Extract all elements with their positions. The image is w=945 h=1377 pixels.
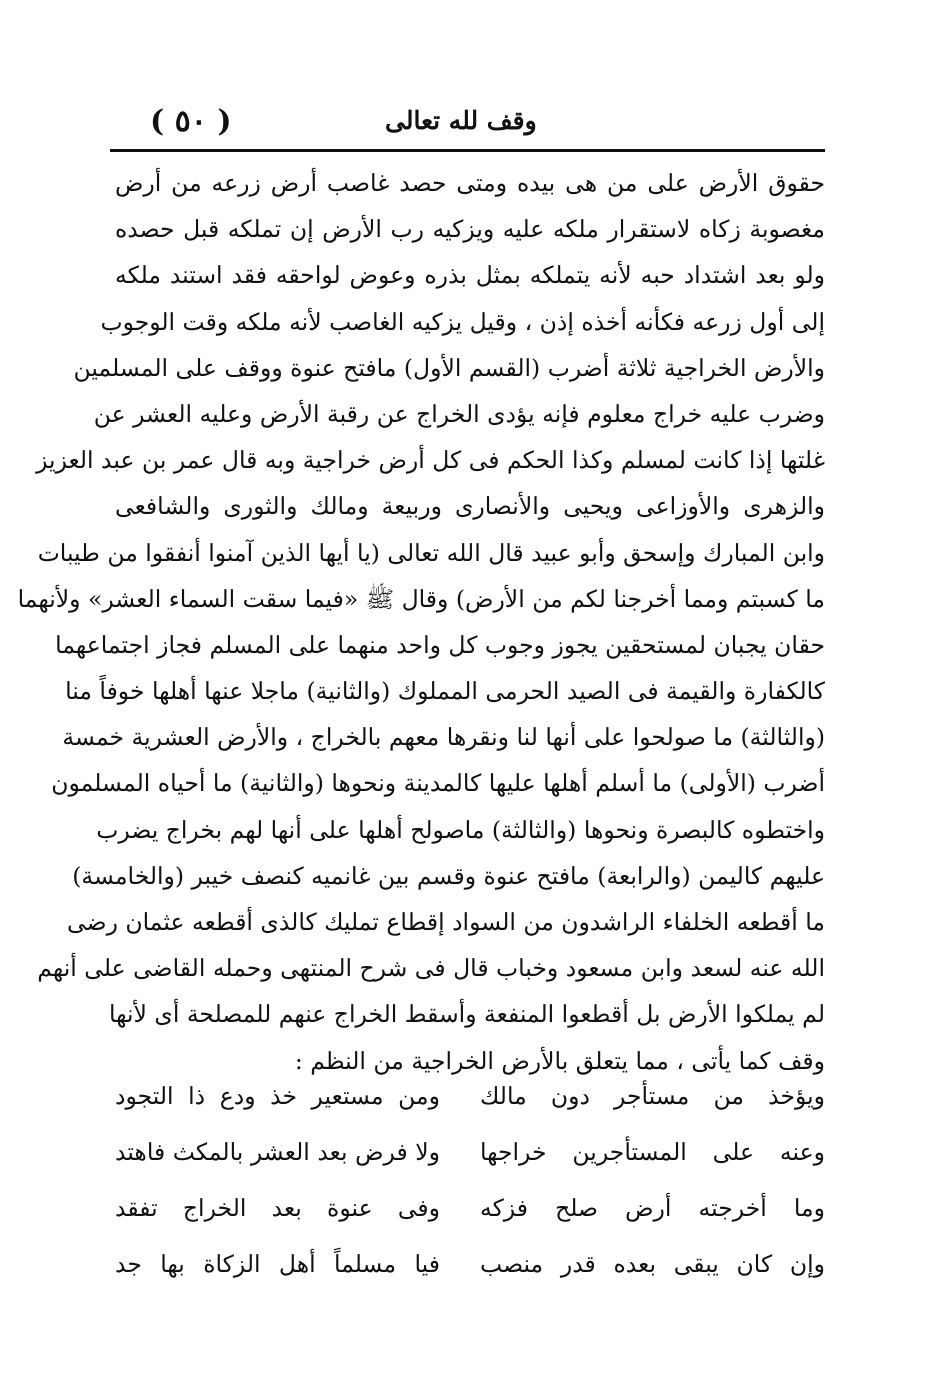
verse-line [115,1124,825,1180]
poem [115,1068,825,1292]
text-line: إلى أول زرعه فكأنه أخذه إذن ، وقيل يزكيه الغاصب لأنه ملكه وقت الوجوب [100,307,825,336]
text-line: لم يملكوا الأرض بل أقطعوا المنفعة وأسقط الخراج عنهم للمصلحة أى لأنها [109,1000,825,1029]
page-header [110,92,825,144]
text-line: والأرض الخراجية ثلاثة أضرب (القسم الأول) مافتح عنوة ووقف على المسلمين [73,353,825,382]
first-hemistich: وما أخرجته أرض صلح فزكه [480,1194,825,1222]
text-line: الله عنه لسعد وابن مسعود وخباب قال فى شرح المنتهى وحمله القاضى على أنهم [37,954,825,983]
text-line: حقوق الأرض على من هى بيده ومتى حصد غاصب أرض زرعه من أرض [115,169,825,197]
header-rule [110,149,825,152]
text-line: (والثالثة) ما صولحوا على أنها لنا ونقرها معهم بالخراج ، والأرض العشرية خمسة [62,723,825,752]
text-line: واختطوه كالبصرة ونحوها (والثالثة) ماصولح أهلها على أنها لهم بخراج يضرب [96,815,825,844]
text-line: ولو بعد اشتداد حبه لأنه يتملكه بمثل بذره وعوض لواحقه فقد استند ملكه [115,261,825,290]
text-line: ما كسبتم ومما أخرجنا لكم من الأرض) وقال ﷺ «فيما سقت السماء العشر» ولأنهما [17,584,825,613]
text-line: وقف كما يأتى ، مما يتعلق بالأرض الخراجية من النظم : [294,1046,825,1075]
text-line: والزهرى والأوزاعى ويحيى والأنصارى وربيعة ومالك والثورى والشافعى [115,492,825,521]
first-hemistich: وعنه على المستأجرين خراجها [480,1138,825,1166]
page-number: ( ٥٠ ) [150,104,232,139]
text-line: أضرب (الأولى) ما أسلم أهلها عليها كالمدينة ونحوها (والثانية) ما أحياه المسلمون [51,769,825,798]
text-line: حقان يجبان لمستحقين يجوز وجوب كل واحد منهما على المسلم فجاز اجتماعهما [55,630,825,659]
verse-line [115,1236,825,1292]
text-line: غلتها إذا كانت لمسلم وكذا الحكم فى كل أرض خراجية وبه قال عمر بن عبد العزيز [36,446,825,475]
body-text [17,160,825,1084]
text-line: وضرب عليه خراج معلوم فإنه يؤدى الخراج عن رقبة الأرض وعليه العشر عن [93,399,825,428]
second-hemistich: ومن مستعير خذ ودع ذا التجود [115,1082,440,1110]
text-line: ما أقطعه الخلفاء الراشدون من السواد إقطاع تمليك كالذى أقطعه عثمان رضى [67,908,825,936]
text-line: مغصوبة زكاه لاستقرار ملكه عليه ويزكيه رب الأرض إن تملكه قبل حصده [115,215,825,244]
verse-line [115,1068,825,1124]
second-hemistich: وفى عنوة بعد الخراج تفقد [115,1194,440,1222]
text-line: كالكفارة والقيمة فى الصيد الحرمى المملوك (والثانية) ماجلا عنها أهلها خوفاً منا [65,677,825,706]
running-title: وقف لله تعالى [385,106,537,135]
second-hemistich: ولا فرض بعد العشر بالمكث فاهتد [115,1138,440,1166]
text-line: وابن المبارك وإسحق وأبو عبيد قال الله تعالى (يا أيها الذين آمنوا أنفقوا من طيبات [37,538,825,567]
first-hemistich: ويؤخذ من مستأجر دون مالك [480,1082,825,1110]
text-line: عليهم كاليمن (والرابعة) مافتح عنوة وقسم بين غانميه كنصف خيبر (والخامسة) [72,861,825,890]
verse-line [115,1180,825,1236]
second-hemistich: فيا مسلماً أهل الزكاة بها جد [115,1250,440,1278]
first-hemistich: وإن كان يبقى بعده قدر منصب [480,1250,825,1278]
